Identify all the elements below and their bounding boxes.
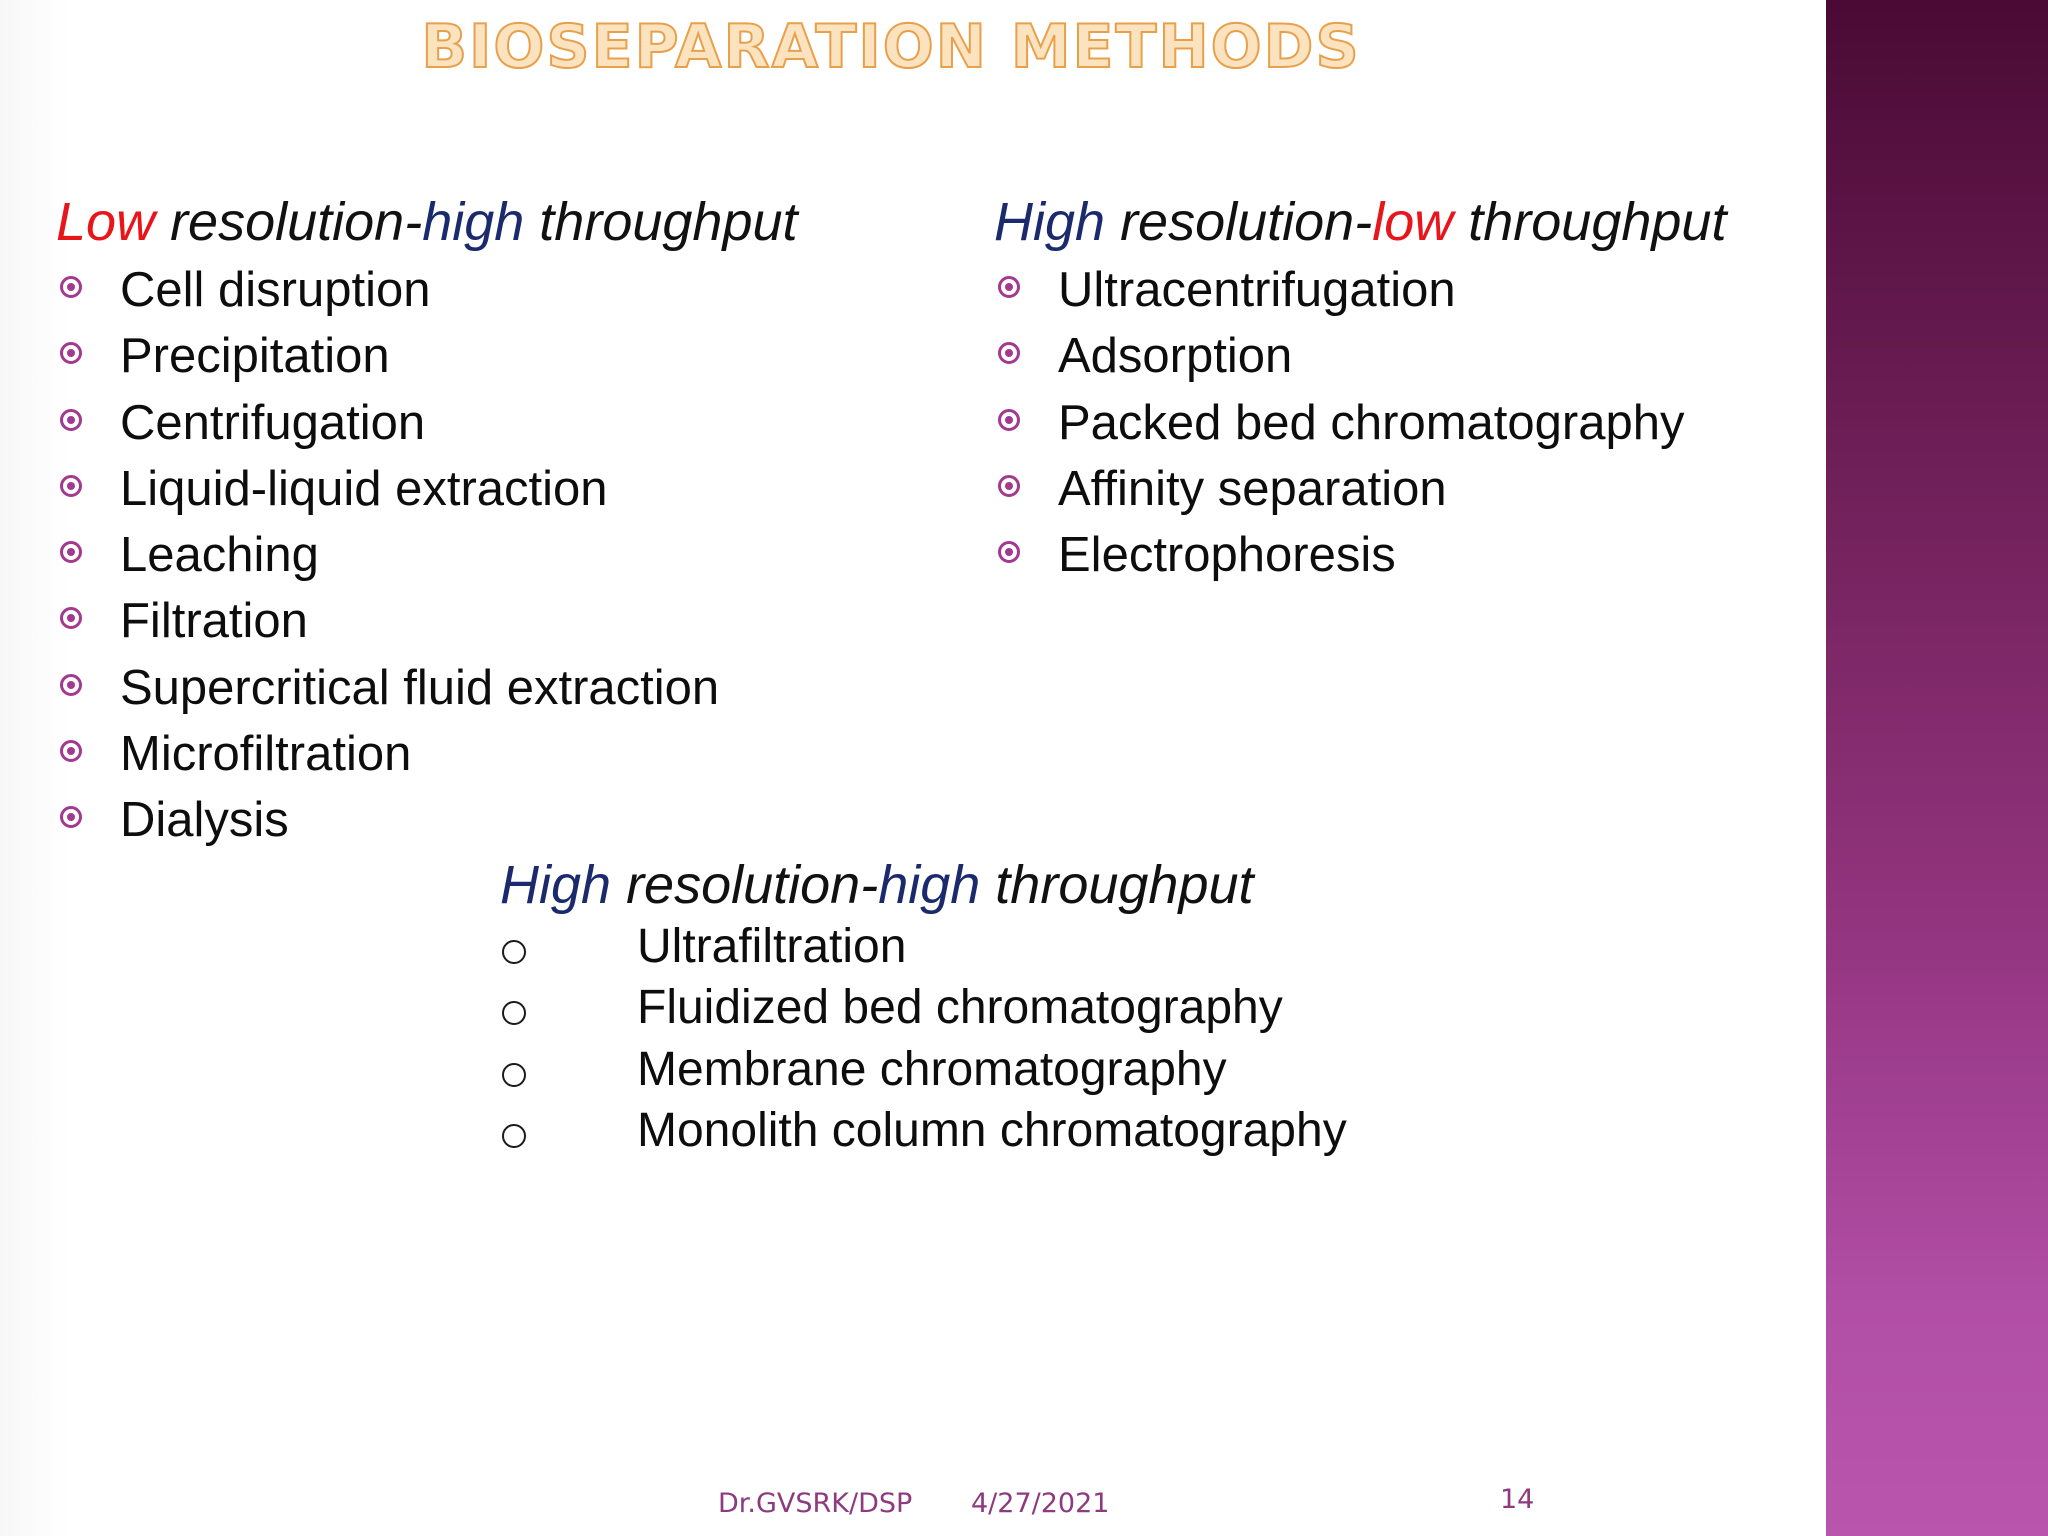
list-item: Microfiltration bbox=[60, 721, 960, 787]
heading-word-resolution: resolution- bbox=[1105, 192, 1373, 252]
hollow-circle-icon bbox=[502, 1124, 526, 1148]
footer-author: Dr.GVSRK/DSP bbox=[718, 1488, 913, 1519]
circled-dot-icon bbox=[60, 607, 82, 629]
list-item: Leaching bbox=[60, 522, 960, 588]
list-item: Adsorption bbox=[998, 323, 1798, 389]
list-item: Membrane chromatography bbox=[502, 1039, 1502, 1100]
list-item: Monolith column chromatography bbox=[502, 1100, 1502, 1161]
circled-dot-icon bbox=[60, 342, 82, 364]
list-item: Cell disruption bbox=[60, 257, 960, 323]
circled-dot-icon bbox=[998, 342, 1020, 364]
hollow-circle-icon bbox=[502, 1001, 526, 1025]
heading-word-throughput: throughput bbox=[980, 855, 1254, 915]
heading-word-resolution: resolution- bbox=[611, 855, 879, 915]
footer-date: 4/27/2021 bbox=[971, 1488, 1110, 1519]
circled-dot-icon bbox=[998, 276, 1020, 298]
circled-dot-icon bbox=[998, 409, 1020, 431]
list-item: Electrophoresis bbox=[998, 522, 1798, 588]
heading-word-low: low bbox=[1372, 192, 1454, 252]
heading-word-high: High bbox=[500, 855, 612, 915]
list-high-resolution-high-throughput bbox=[502, 916, 1502, 1161]
heading-word-throughput: throughput bbox=[1453, 192, 1727, 252]
circled-dot-icon bbox=[60, 674, 82, 696]
hollow-circle-icon bbox=[502, 940, 526, 964]
heading-word-high-2: high bbox=[878, 855, 981, 915]
list-item: Ultracentrifugation bbox=[998, 257, 1798, 323]
list-item: Filtration bbox=[60, 588, 960, 654]
heading-word-low: Low bbox=[56, 192, 156, 252]
decorative-side-band bbox=[1826, 0, 2048, 1536]
heading-high-resolution-low-throughput bbox=[994, 192, 1727, 252]
circled-dot-icon bbox=[60, 740, 82, 762]
list-item: Centrifugation bbox=[60, 390, 960, 456]
circled-dot-icon bbox=[60, 475, 82, 497]
heading-low-resolution-high-throughput bbox=[56, 192, 798, 252]
list-low-resolution-high-throughput bbox=[60, 257, 960, 854]
list-item: Ultrafiltration bbox=[502, 916, 1502, 977]
list-item: Packed bed chromatography bbox=[998, 390, 1798, 456]
list-item: Precipitation bbox=[60, 323, 960, 389]
heading-word-high: High bbox=[994, 192, 1106, 252]
circled-dot-icon bbox=[60, 541, 82, 563]
circled-dot-icon bbox=[60, 276, 82, 298]
footer-page-number: 14 bbox=[1500, 1484, 1535, 1515]
heading-high-resolution-high-throughput bbox=[500, 855, 1254, 915]
list-high-resolution-low-throughput bbox=[998, 257, 1798, 588]
slide-title: BIOSEPARATION METHODS bbox=[421, 12, 1361, 82]
list-item: Dialysis bbox=[60, 787, 960, 853]
heading-word-high: high bbox=[422, 192, 525, 252]
circled-dot-icon bbox=[998, 541, 1020, 563]
hollow-circle-icon bbox=[502, 1063, 526, 1087]
circled-dot-icon bbox=[60, 806, 82, 828]
heading-word-throughput: throughput bbox=[524, 192, 798, 252]
list-item: Fluidized bed chromatography bbox=[502, 977, 1502, 1038]
heading-word-resolution: resolution- bbox=[155, 192, 423, 252]
list-item: Liquid-liquid extraction bbox=[60, 456, 960, 522]
circled-dot-icon bbox=[998, 475, 1020, 497]
list-item: Affinity separation bbox=[998, 456, 1798, 522]
circled-dot-icon bbox=[60, 409, 82, 431]
list-item: Supercritical fluid extraction bbox=[60, 655, 960, 721]
